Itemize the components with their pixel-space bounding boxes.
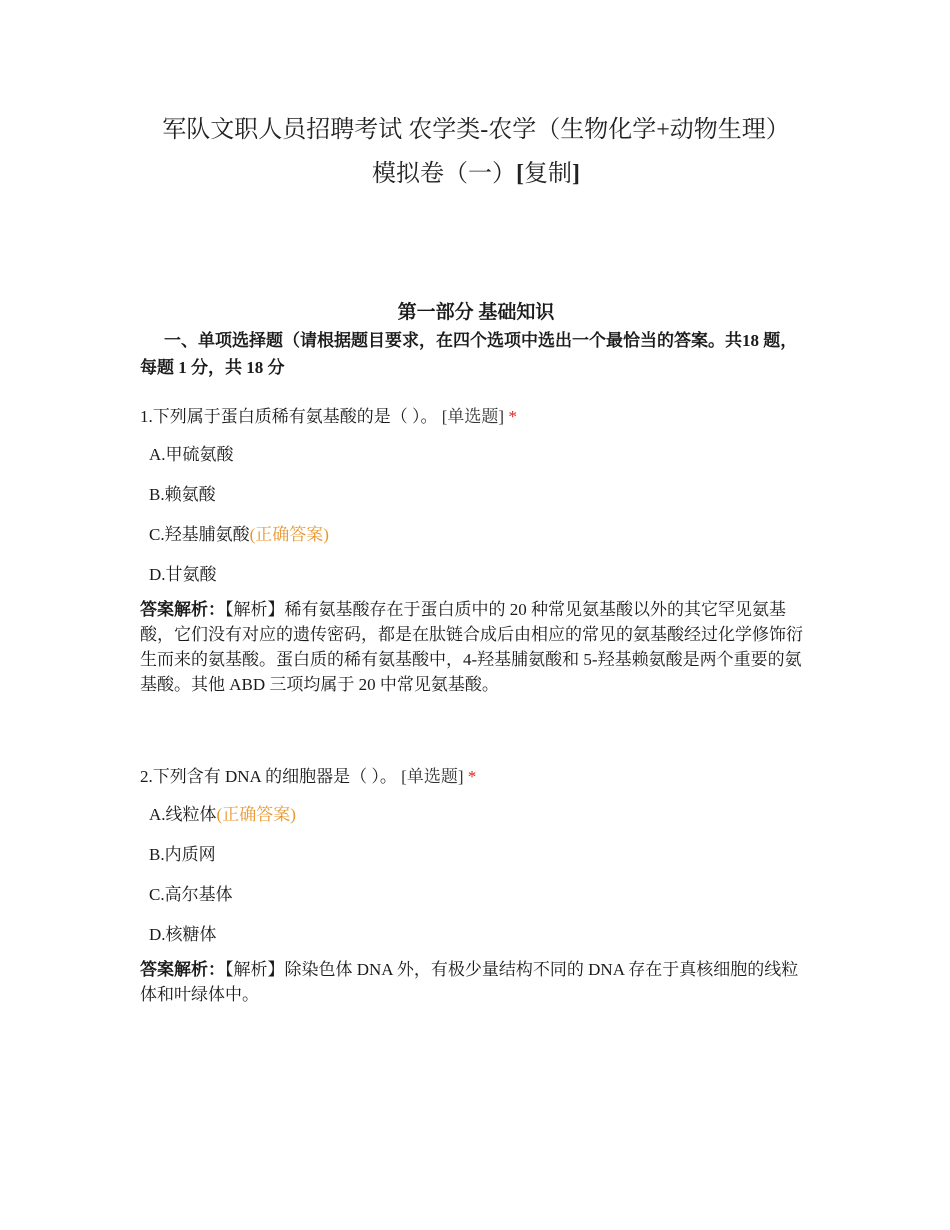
- analysis-label: 答案解析：: [140, 600, 225, 619]
- option-label: A.线粒体: [149, 805, 217, 824]
- option-b[interactable]: [149, 482, 812, 522]
- answer-analysis: [140, 957, 812, 1007]
- question-type: [单选题]: [441, 407, 505, 426]
- title-line-2: 模拟卷（一）: [372, 161, 516, 187]
- correct-answer-mark: (正确答案): [216, 805, 296, 824]
- option-label: C.高尔基体: [149, 885, 233, 904]
- analysis-label: 答案解析：: [140, 960, 225, 979]
- option-d[interactable]: [149, 922, 812, 962]
- question-1: [140, 404, 812, 697]
- title-bracket-close: ]: [572, 161, 580, 187]
- question-2: [140, 764, 812, 1007]
- option-label: B.内质网: [149, 845, 216, 864]
- option-d[interactable]: [149, 562, 812, 602]
- option-label: A.甲硫氨酸: [149, 445, 234, 464]
- title-copy-tag: 复制: [524, 161, 572, 187]
- question-text: 1.下列属于蛋白质稀有氨基酸的是（ ）。: [140, 407, 438, 426]
- option-label: D.核糖体: [149, 925, 217, 944]
- question-type: [单选题]: [401, 767, 464, 786]
- section-instruction: 一、单项选择题（请根据题目要求，在四个选项中选出一个最恰当的答案。共18 题，每题 1 分，共 18 分: [140, 331, 798, 377]
- analysis-text: 【解析】除染色体 DNA 外，有极少量结构不同的 DNA 存在于真核细胞的线粒体和叶绿体中。: [140, 960, 799, 1004]
- option-label: C.羟基脯氨酸: [149, 525, 250, 544]
- option-label: D.甘氨酸: [149, 565, 217, 584]
- required-mark: *: [467, 767, 477, 786]
- title-line-1: 军队文职人员招聘考试 农学类-农学（生物化学+动物生理）: [162, 117, 790, 143]
- required-mark: *: [508, 407, 517, 426]
- question-text: 2.下列含有 DNA 的细胞器是（ ）。: [140, 767, 397, 786]
- section-title: 第一部分 基础知识: [397, 302, 555, 323]
- option-a[interactable]: [149, 442, 812, 482]
- question-stem: [140, 404, 812, 430]
- option-list: [140, 802, 812, 962]
- analysis-text: 【解析】稀有氨基酸存在于蛋白质中的 20 种常见氨基酸以外的其它罕见氨基酸，它们没有对应的遗传密码，都是在肽链合成后由相应的常见的氨基酸经过化学修饰衍生而来的氨基酸。蛋白质的稀有氨基酸中，4-羟基脯氨酸和 5-羟基赖氨酸是两个重要的氨基酸。其他 ABD 三项均属于 20 中常见氨基酸。: [140, 600, 803, 694]
- option-b[interactable]: [149, 842, 812, 882]
- option-label: B.赖氨酸: [149, 485, 216, 504]
- title-bracket-open: [: [516, 161, 524, 187]
- answer-analysis: [140, 597, 812, 697]
- correct-answer-mark: (正确答案): [249, 525, 329, 544]
- option-list: [140, 442, 812, 602]
- option-a[interactable]: [149, 802, 812, 842]
- option-c[interactable]: [149, 522, 812, 562]
- document-page: [140, 108, 812, 1007]
- option-c[interactable]: [149, 882, 812, 922]
- document-title: [140, 108, 812, 196]
- question-stem: [140, 764, 812, 790]
